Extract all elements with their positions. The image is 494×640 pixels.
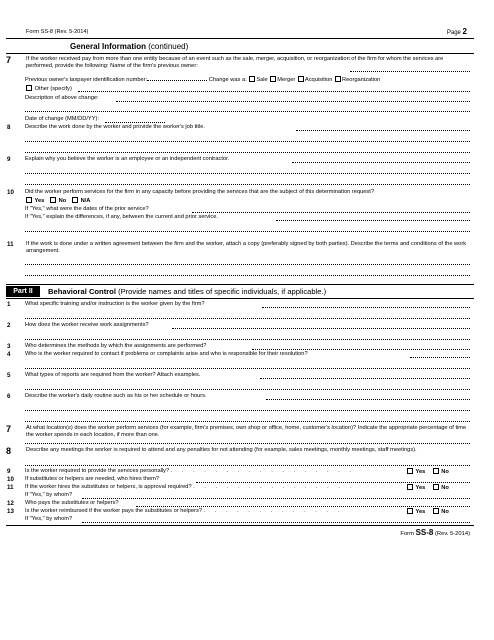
p2-q13-number: 13: [7, 508, 14, 515]
p2-q6-field-2[interactable]: [25, 410, 470, 411]
p2-q8-text: Describe any meetings the worker is required to attend and any penalties for not attending (for example, sales meetings, monthly meetings, staff meetings).: [26, 447, 417, 453]
p2-q1-number: 1: [7, 301, 11, 308]
p2-q13-yes-label: Yes: [415, 509, 426, 515]
p2-q5-field[interactable]: [260, 378, 470, 379]
q10-yes-label: Yes: [34, 198, 45, 204]
footer-form-id: Form SS-8 (Rev. 5-2014): [400, 528, 470, 537]
q7-text: If the worker received pay from more than one entity because of an event such as the sale, merger, acquisition, or reorganization of the firm for whom the services are performed, provide the following: Name of the firm's previous owner:: [26, 56, 444, 70]
p2-q11-yes-label: Yes: [415, 485, 426, 491]
p2-q4-field[interactable]: [410, 357, 470, 358]
p2-q1-text: What specific training and/or instruction is the worker given by the firm?: [25, 301, 205, 307]
q10-a-field[interactable]: [192, 212, 470, 213]
q8-number: 8: [7, 124, 11, 131]
p2-q13-text: Is the worker reimbursed if the worker pays the substitutes or helpers? . . . . . . . . . . . . .: [25, 508, 344, 514]
q10-no-label: No: [58, 198, 67, 204]
acquisition-label: Acquisition: [304, 77, 333, 83]
p2-q13-no-label: No: [441, 509, 449, 515]
q7-change-label: Change was a:: [208, 77, 247, 83]
p2-q6-text: Describe the worker's daily routine such as his or her schedule or hours.: [25, 393, 207, 399]
other-label: Other (specify): [34, 86, 72, 92]
q10-number: 10: [7, 189, 14, 196]
p2-q7-number: 7: [6, 424, 12, 434]
p2-q10-field[interactable]: [196, 482, 470, 483]
q7-other-row: [25, 85, 472, 93]
p2-q12-field[interactable]: [136, 506, 470, 507]
q10-options: [25, 197, 472, 205]
q9-text: Explain why you believe the worker is an employee or an independent contractor.: [25, 156, 230, 162]
p2-q7-text: At what location(s) does the worker perform services (for example, firm's premises, own shop or office, home, customer's location)? Indicate the appropriate percentage of time the worker spends in each location, if more than one.: [26, 425, 467, 439]
p2-q6-field-3[interactable]: [25, 421, 470, 422]
q9-field-3[interactable]: [25, 184, 470, 185]
q9-field-2[interactable]: [25, 173, 470, 174]
form-id: Form SS-8 (Rev. 5-2014): [26, 29, 89, 35]
part2-rule-2: [6, 298, 474, 299]
p2-q11-yes-checkbox[interactable]: [407, 484, 413, 490]
p2-q2-field-2[interactable]: [25, 339, 470, 340]
p2-q5-text: What types of reports are required from the worker? Attach examples.: [25, 372, 201, 378]
q7-date-label: Date of change (MM/DD/YY):: [25, 116, 99, 122]
q7-desc-field[interactable]: [116, 101, 470, 102]
q10-no-checkbox[interactable]: [50, 197, 56, 203]
p2-q2-field[interactable]: [172, 328, 470, 329]
q7-number: 7: [6, 55, 12, 65]
page-indicator: [447, 27, 467, 36]
p2-q7-field[interactable]: [25, 443, 470, 444]
p2-q9-yes-label: Yes: [415, 469, 426, 475]
q10-text: Did the worker perform services for the firm in any capacity before providing the services that are the subject of this determination request?: [25, 189, 374, 195]
p2-q6-field[interactable]: [266, 399, 470, 400]
p2-q3-number: 3: [7, 343, 11, 350]
p2-q9-no-label: No: [441, 469, 449, 475]
part2-rule: [6, 284, 474, 285]
p2-q10-number: 10: [7, 476, 14, 483]
q11-field[interactable]: [25, 264, 470, 265]
p2-q13-no-checkbox[interactable]: [433, 508, 439, 514]
p2-q11-b-text: If "Yes," by whom?: [25, 492, 73, 498]
p2-q9-no-checkbox[interactable]: [433, 468, 439, 474]
q11-number: 11: [7, 241, 14, 248]
q7-tin-field[interactable]: [147, 76, 207, 81]
p2-q4-field-2[interactable]: [25, 368, 470, 369]
reorganization-checkbox[interactable]: [335, 76, 341, 82]
p2-q9-text: Is the worker required to provide the services personally? . . . . . . . . . . . . . . . . .: [25, 468, 355, 474]
p2-q5-number: 5: [7, 372, 11, 379]
q7-owner-field[interactable]: [350, 71, 470, 72]
q11-field-2[interactable]: [25, 275, 470, 276]
p2-q9-number: 9: [7, 468, 11, 475]
p2-q10-text: If substitutes or helpers are needed, who hires them?: [25, 476, 160, 482]
p2-q9-yes-checkbox[interactable]: [407, 468, 413, 474]
p2-q2-number: 2: [7, 322, 11, 329]
q7-desc-label: Description of above change:: [25, 95, 99, 101]
part2-label: Part II: [6, 286, 40, 297]
header-rule: [6, 38, 474, 39]
q10-na-label: N/A: [80, 198, 91, 204]
q7-date-field[interactable]: [105, 122, 165, 123]
page-label: Page: [446, 30, 461, 36]
q7-tin-label: Previous owner's taxpayer identification number:: [25, 77, 148, 83]
sale-checkbox[interactable]: [249, 76, 255, 82]
p2-q6-number: 6: [7, 393, 11, 400]
p2-q11-no-label: No: [441, 485, 449, 491]
p2-q1-field[interactable]: [262, 307, 470, 308]
q8-field[interactable]: [296, 130, 470, 131]
p2-q4-number: 4: [7, 351, 11, 358]
q7-tin-row: [25, 76, 472, 84]
p2-q13-yes-checkbox[interactable]: [407, 508, 413, 514]
p2-q3-field[interactable]: [252, 349, 470, 350]
other-checkbox[interactable]: [26, 85, 32, 91]
p2-q1-field-2[interactable]: [25, 318, 470, 319]
p2-q13-b-field[interactable]: [82, 522, 470, 523]
q8-field-3[interactable]: [25, 152, 470, 153]
p2-q8-number: 8: [6, 446, 12, 456]
q9-number: 9: [7, 156, 11, 163]
p2-q4-text: Who is the worker required to contact if problems or complaints arise and who is responsible for their resolution?: [25, 351, 308, 357]
part2-title: Behavioral Control (Provide names and titles of specific individuals, if applicable.): [48, 287, 327, 296]
p2-q11-no-checkbox[interactable]: [433, 484, 439, 490]
p2-q12-number: 12: [7, 500, 14, 507]
q8-text: Describe the work done by the worker and provide the worker's job title.: [25, 124, 206, 130]
section-title: General Information (continued): [70, 42, 189, 51]
q7-desc-field-2[interactable]: [25, 111, 470, 112]
q9-field[interactable]: [292, 162, 470, 163]
merger-checkbox[interactable]: [270, 76, 276, 82]
p2-q2-text: How does the worker receive work assignments?: [25, 322, 149, 328]
q10-yes-checkbox[interactable]: [26, 197, 32, 203]
q10-a-text: If "Yes," what were the dates of the prior service?: [25, 206, 149, 212]
q10-b-field[interactable]: [276, 220, 470, 221]
p2-q11-b-field[interactable]: [82, 498, 470, 499]
p2-q13-b-text: If "Yes," by whom?: [25, 516, 73, 522]
q10-b-field-2[interactable]: [25, 231, 470, 232]
q8-field-2[interactable]: [25, 141, 470, 142]
other-field[interactable]: [78, 91, 470, 92]
divider: [6, 53, 474, 54]
q10-b-text: If "Yes," explain the differences, if any, between the current and prior service.: [25, 214, 218, 220]
sale-label: Sale: [256, 77, 268, 83]
p2-q5-field-2[interactable]: [25, 389, 470, 390]
q11-text: If the work is done under a written agreement between the firm and the worker, attach a copy (preferably signed by both parties). Describe the terms and conditions of the work arrangement.: [26, 241, 467, 255]
p2-q11-text: If the worker hires the substitutes or helpers, is approval required? . . . . . . . . . . . . . . .: [25, 484, 356, 490]
p2-q8-field[interactable]: [25, 465, 470, 466]
footer-rule: [6, 525, 474, 526]
merger-label: Merger: [277, 77, 296, 83]
p2-q12-text: Who pays the substitutes or helpers?: [25, 500, 119, 506]
p2-q11-number: 11: [7, 484, 14, 491]
acquisition-checkbox[interactable]: [298, 76, 304, 82]
page-number: 2: [462, 27, 467, 36]
p2-q3-text: Who determines the methods by which the assignments are performed?: [25, 343, 207, 349]
q10-na-checkbox[interactable]: [72, 197, 78, 203]
reorganization-label: Reorganization: [342, 77, 381, 83]
